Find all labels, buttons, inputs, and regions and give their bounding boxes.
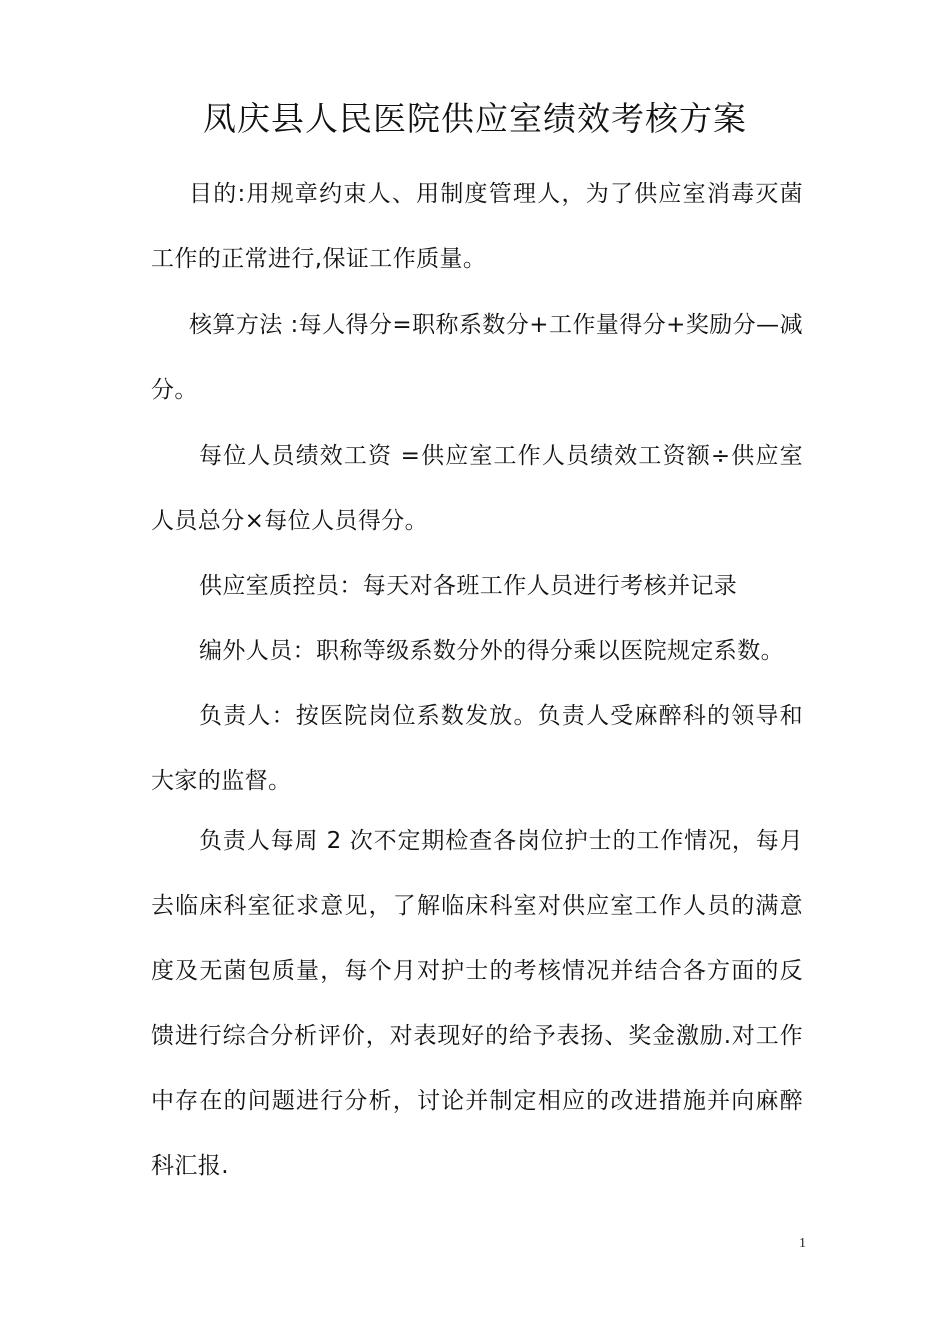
paragraph-contract-staff: 编外人员：职称等级系数分外的得分乘以医院规定系数。 — [199, 638, 784, 664]
paragraph-inspection: 负责人每周 2 次不定期检查各岗位护士的工作情况，每月去临床科室征求意见，了解临床科室对供应室工作人员的满意度及无菌包质量，每个月对护士的考核情况并结合各方面的反馈进行综合分析评价，对表现好的给予表扬、奖金激励.对工作中存在的问题进行分析，讨论并制定相应的改进措施并向麻醉科汇报. — [151, 828, 803, 1179]
paragraph-quality-controller: 供应室质控员：每天对各班工作人员进行考核并记录 — [199, 573, 738, 599]
paragraph-person-in-charge: 负责人：按医院岗位系数发放。负责人受麻醉科的领导和大家的监督。 — [151, 703, 803, 794]
document-title: 凤庆县人民医院供应室绩效考核方案 — [203, 99, 747, 138]
page-number: 1 — [799, 1236, 806, 1251]
paragraph-purpose: 目的:用规章约束人、用制度管理人，为了供应室消毒灭菌工作的正常进行,保证工作质量。 — [151, 181, 803, 272]
paragraph-calculation-method: 核算方法 :每人得分=职称系数分+工作量得分+奖励分—减分。 — [151, 312, 803, 403]
paragraph-performance-salary: 每位人员绩效工资 =供应室工作人员绩效工资额÷供应室人员总分×每位人员得分。 — [151, 443, 803, 534]
